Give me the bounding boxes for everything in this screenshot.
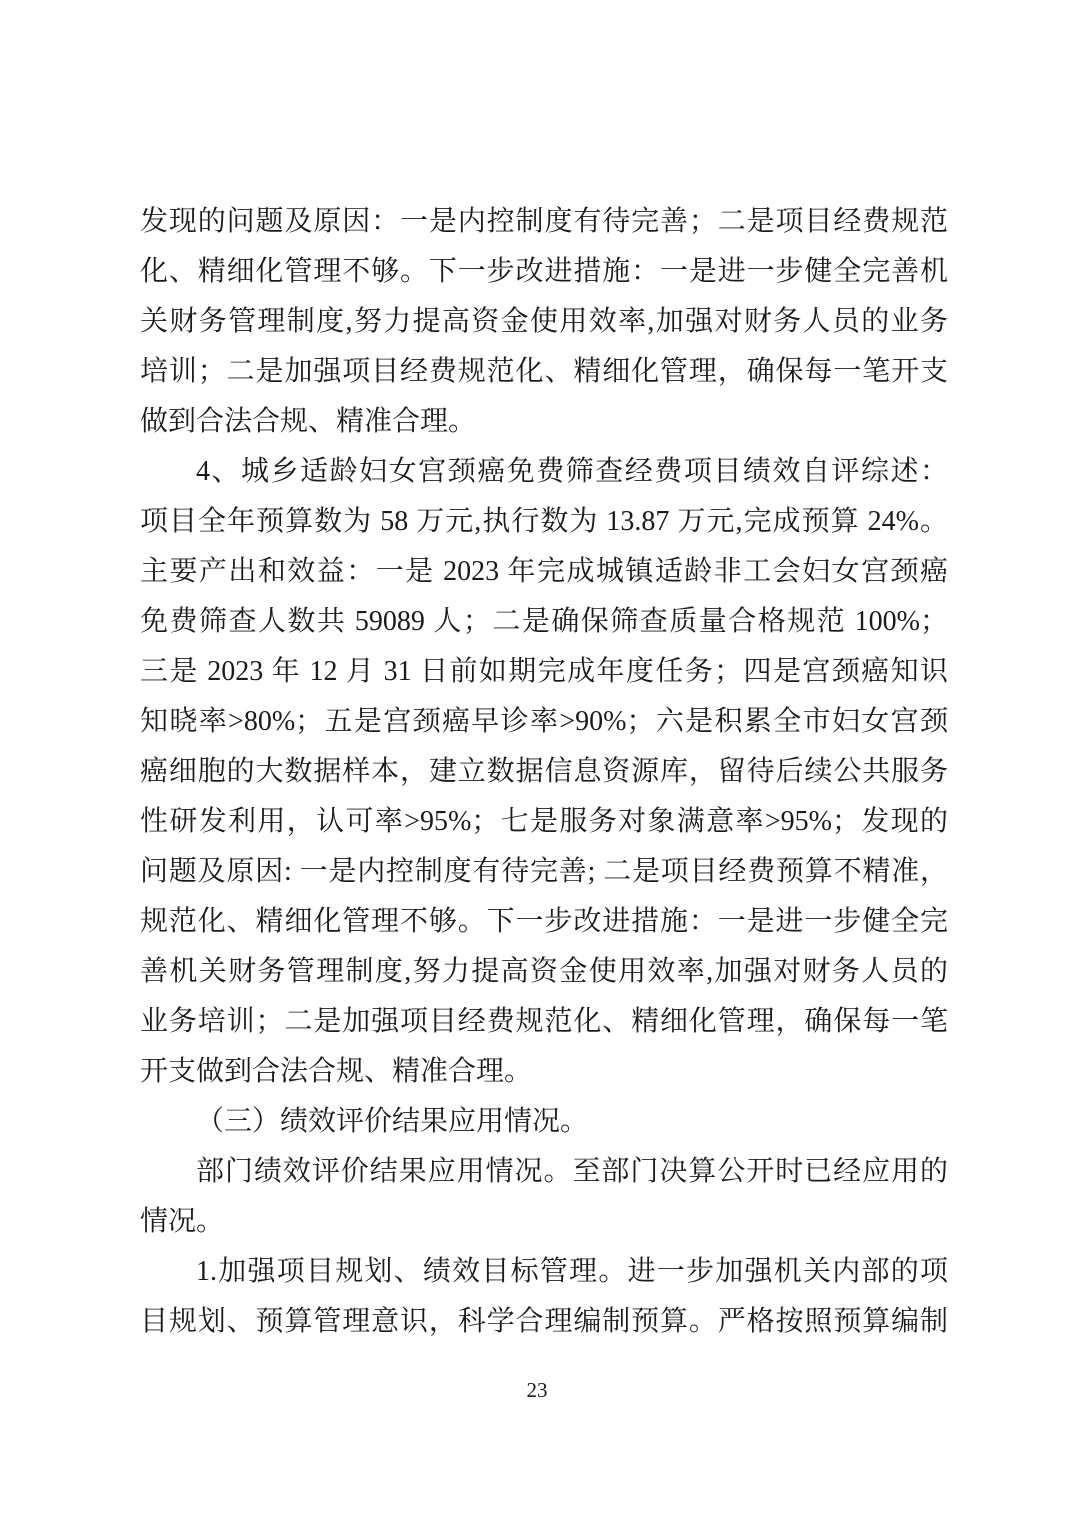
text-line: 做到合法合规、精准合理。: [140, 406, 477, 437]
text-line: 发现的问题及原因：一是内控制度有待完善；二是项目经费规范: [140, 206, 948, 237]
text-line: 开支做到合法合规、精准合理。: [140, 1056, 533, 1087]
text-line: 部门绩效评价结果应用情况。至部门决算公开时已经应用的: [196, 1156, 948, 1187]
text-line: 癌细胞的大数据样本，建立数据信息资源库，留待后续公共服务: [140, 756, 948, 787]
text-line: 三是 2023 年 12 月 31 日前如期完成年度任务；四是宫颈癌知识: [140, 656, 948, 687]
page-number: 23: [526, 1378, 548, 1402]
text-line: 项目全年预算数为 58 万元,执行数为 13.87 万元,完成预算 24%。: [140, 506, 948, 537]
text-line: 善机关财务管理制度,努力提高资金使用效率,加强对财务人员的: [140, 956, 948, 987]
text-line: 1.加强项目规划、绩效目标管理。进一步加强机关内部的项: [196, 1256, 948, 1287]
text-line: 主要产出和效益：一是 2023 年完成城镇适龄非工会妇女宫颈癌: [140, 556, 948, 587]
text-line: 问题及原因: 一是内控制度有待完善; 二是项目经费预算不精准，: [140, 856, 948, 887]
text-line: 目规划、预算管理意识，科学合理编制预算。严格按照预算编制: [140, 1306, 948, 1337]
text-line: 情况。: [140, 1206, 225, 1237]
text-line: 业务培训；二是加强项目经费规范化、精细化管理，确保每一笔: [140, 1006, 948, 1037]
text-line: 性研发利用，认可率>95%；七是服务对象满意率>95%；发现的: [140, 806, 948, 837]
document-body: [140, 197, 948, 1347]
text-line: 4、城乡适龄妇女宫颈癌免费筛查经费项目绩效自评综述：: [196, 456, 948, 487]
text-line: 规范化、精细化管理不够。下一步改进措施：一是进一步健全完: [140, 906, 948, 937]
text-line: 关财务管理制度,努力提高资金使用效率,加强对财务人员的业务: [140, 306, 948, 337]
section-heading: （三）绩效评价结果应用情况。: [196, 1106, 589, 1137]
page-footer: [0, 1375, 1074, 1405]
text-line: 免费筛查人数共 59089 人；二是确保筛查质量合格规范 100%；: [140, 606, 948, 637]
text-line: 知晓率>80%；五是宫颈癌早诊率>90%；六是积累全市妇女宫颈: [140, 706, 948, 737]
text-line: 化、精细化管理不够。下一步改进措施：一是进一步健全完善机: [140, 256, 948, 287]
text-line: 培训；二是加强项目经费规范化、精细化管理，确保每一笔开支: [140, 356, 948, 387]
